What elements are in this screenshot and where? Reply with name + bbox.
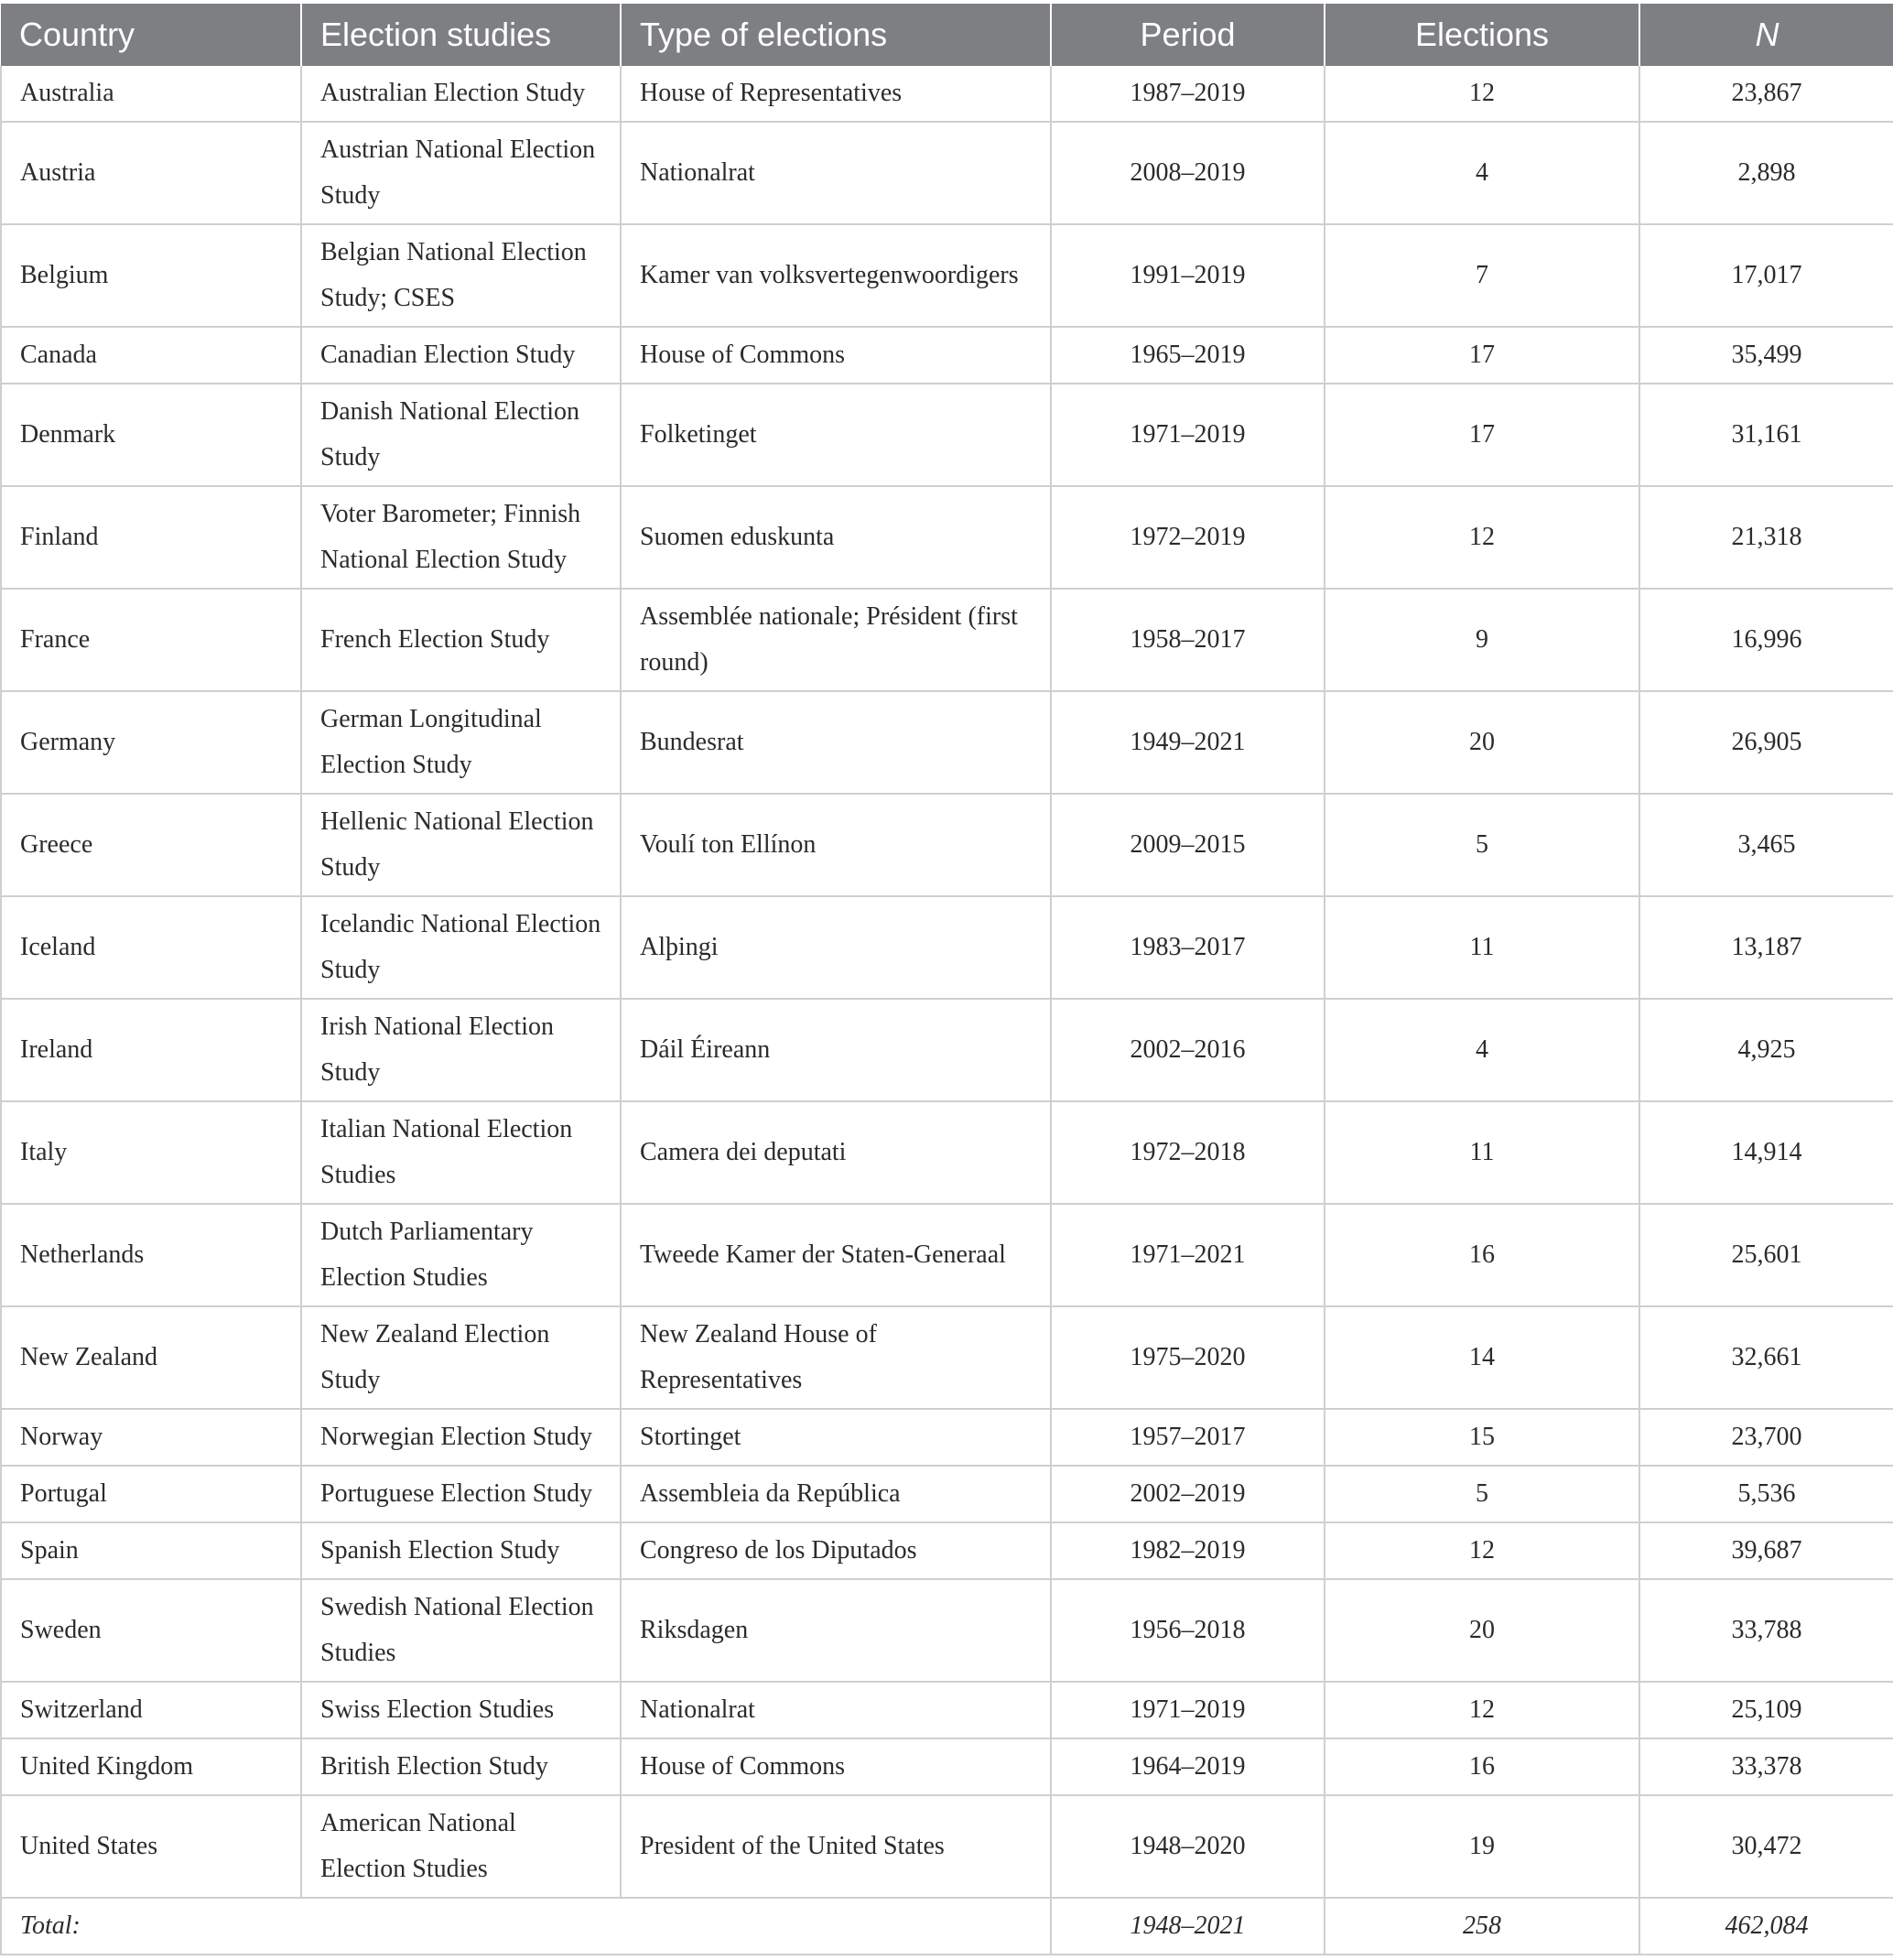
- total-label: Total:: [1, 1898, 1051, 1955]
- cell-election-study: Italian National Election Studies: [301, 1101, 621, 1204]
- cell-n: 39,687: [1639, 1522, 1893, 1579]
- total-elections: 258: [1325, 1898, 1639, 1955]
- cell-type-of-elections: New Zealand House of Representatives: [621, 1306, 1051, 1409]
- cell-n: 30,472: [1639, 1795, 1893, 1898]
- cell-elections: 4: [1325, 999, 1639, 1101]
- cell-n: 14,914: [1639, 1101, 1893, 1204]
- header-n: N: [1639, 4, 1893, 66]
- cell-type-of-elections: Assemblée nationale; Président (first round): [621, 589, 1051, 691]
- cell-period: 1975–2020: [1051, 1306, 1325, 1409]
- cell-election-study: Swedish National Election Studies: [301, 1579, 621, 1682]
- table-row: [1, 1579, 1893, 1682]
- table-row: [1, 66, 1893, 122]
- cell-election-study: Swiss Election Studies: [301, 1682, 621, 1738]
- cell-type-of-elections: Kamer van volksvertegenwoordigers: [621, 224, 1051, 327]
- cell-election-study: Belgian National Election Study; CSES: [301, 224, 621, 327]
- cell-country: Finland: [1, 486, 301, 589]
- cell-election-study: Danish National Election Study: [301, 384, 621, 486]
- cell-elections: 16: [1325, 1738, 1639, 1795]
- cell-n: 25,601: [1639, 1204, 1893, 1306]
- cell-n: 23,867: [1639, 66, 1893, 122]
- cell-n: 32,661: [1639, 1306, 1893, 1409]
- cell-elections: 5: [1325, 794, 1639, 896]
- cell-election-study: Canadian Election Study: [301, 327, 621, 384]
- cell-country: Ireland: [1, 999, 301, 1101]
- cell-election-study: Icelandic National Election Study: [301, 896, 621, 999]
- cell-type-of-elections: Nationalrat: [621, 122, 1051, 224]
- cell-elections: 20: [1325, 1579, 1639, 1682]
- cell-type-of-elections: Bundesrat: [621, 691, 1051, 794]
- cell-country: Germany: [1, 691, 301, 794]
- cell-n: 31,161: [1639, 384, 1893, 486]
- cell-election-study: Dutch Parliamentary Election Studies: [301, 1204, 621, 1306]
- cell-period: 1956–2018: [1051, 1579, 1325, 1682]
- cell-period: 1971–2021: [1051, 1204, 1325, 1306]
- cell-n: 25,109: [1639, 1682, 1893, 1738]
- cell-elections: 11: [1325, 896, 1639, 999]
- cell-election-study: British Election Study: [301, 1738, 621, 1795]
- cell-type-of-elections: House of Commons: [621, 327, 1051, 384]
- total-period: 1948–2021: [1051, 1898, 1325, 1955]
- cell-n: 2,898: [1639, 122, 1893, 224]
- cell-elections: 17: [1325, 384, 1639, 486]
- cell-n: 21,318: [1639, 486, 1893, 589]
- cell-type-of-elections: Assembleia da República: [621, 1466, 1051, 1522]
- table-row: [1, 122, 1893, 224]
- cell-period: 2002–2019: [1051, 1466, 1325, 1522]
- cell-type-of-elections: Dáil Éireann: [621, 999, 1051, 1101]
- header-period: Period: [1051, 4, 1325, 66]
- cell-n: 33,788: [1639, 1579, 1893, 1682]
- cell-period: 2009–2015: [1051, 794, 1325, 896]
- cell-elections: 19: [1325, 1795, 1639, 1898]
- cell-election-study: Austrian National Election Study: [301, 122, 621, 224]
- cell-election-study: Norwegian Election Study: [301, 1409, 621, 1466]
- cell-period: 1972–2018: [1051, 1101, 1325, 1204]
- cell-period: 1964–2019: [1051, 1738, 1325, 1795]
- cell-period: 1949–2021: [1051, 691, 1325, 794]
- table-row: [1, 896, 1893, 999]
- table-row: [1, 327, 1893, 384]
- cell-country: United Kingdom: [1, 1738, 301, 1795]
- cell-country: Austria: [1, 122, 301, 224]
- cell-type-of-elections: Stortinget: [621, 1409, 1051, 1466]
- cell-n: 16,996: [1639, 589, 1893, 691]
- table-row: [1, 384, 1893, 486]
- cell-period: 1983–2017: [1051, 896, 1325, 999]
- table-row: [1, 794, 1893, 896]
- header-elections: Elections: [1325, 4, 1639, 66]
- cell-type-of-elections: Tweede Kamer der Staten-Generaal: [621, 1204, 1051, 1306]
- cell-elections: 11: [1325, 1101, 1639, 1204]
- cell-country: Portugal: [1, 1466, 301, 1522]
- cell-period: 1948–2020: [1051, 1795, 1325, 1898]
- election-studies-table: [0, 4, 1893, 1955]
- cell-type-of-elections: Alþingi: [621, 896, 1051, 999]
- cell-country: Netherlands: [1, 1204, 301, 1306]
- cell-n: 35,499: [1639, 327, 1893, 384]
- cell-elections: 12: [1325, 1522, 1639, 1579]
- cell-n: 4,925: [1639, 999, 1893, 1101]
- cell-elections: 12: [1325, 1682, 1639, 1738]
- cell-country: Switzerland: [1, 1682, 301, 1738]
- cell-country: Spain: [1, 1522, 301, 1579]
- table-row: [1, 1795, 1893, 1898]
- cell-type-of-elections: Voulí ton Ellínon: [621, 794, 1051, 896]
- cell-country: Italy: [1, 1101, 301, 1204]
- cell-period: 1972–2019: [1051, 486, 1325, 589]
- cell-elections: 12: [1325, 66, 1639, 122]
- header-election-studies: Election studies: [301, 4, 621, 66]
- cell-period: 1982–2019: [1051, 1522, 1325, 1579]
- table-row: [1, 486, 1893, 589]
- header-row: [1, 4, 1893, 66]
- cell-period: 1991–2019: [1051, 224, 1325, 327]
- cell-elections: 15: [1325, 1409, 1639, 1466]
- cell-country: Belgium: [1, 224, 301, 327]
- table-row: [1, 1306, 1893, 1409]
- cell-country: Greece: [1, 794, 301, 896]
- cell-type-of-elections: Nationalrat: [621, 1682, 1051, 1738]
- cell-election-study: German Longitudinal Election Study: [301, 691, 621, 794]
- cell-country: Sweden: [1, 1579, 301, 1682]
- cell-elections: 16: [1325, 1204, 1639, 1306]
- cell-n: 5,536: [1639, 1466, 1893, 1522]
- cell-period: 1987–2019: [1051, 66, 1325, 122]
- cell-election-study: New Zealand Election Study: [301, 1306, 621, 1409]
- cell-election-study: Australian Election Study: [301, 66, 621, 122]
- table-row: [1, 589, 1893, 691]
- table-row: [1, 224, 1893, 327]
- cell-elections: 14: [1325, 1306, 1639, 1409]
- cell-election-study: Spanish Election Study: [301, 1522, 621, 1579]
- cell-n: 33,378: [1639, 1738, 1893, 1795]
- cell-type-of-elections: Congreso de los Diputados: [621, 1522, 1051, 1579]
- cell-elections: 7: [1325, 224, 1639, 327]
- table-row: [1, 999, 1893, 1101]
- cell-type-of-elections: Suomen eduskunta: [621, 486, 1051, 589]
- cell-type-of-elections: Folketinget: [621, 384, 1051, 486]
- total-n: 462,084: [1639, 1898, 1893, 1955]
- table-body: [1, 66, 1893, 1955]
- table-row: [1, 691, 1893, 794]
- cell-election-study: French Election Study: [301, 589, 621, 691]
- cell-type-of-elections: Riksdagen: [621, 1579, 1051, 1682]
- cell-period: 2002–2016: [1051, 999, 1325, 1101]
- total-row: [1, 1898, 1893, 1955]
- cell-type-of-elections: President of the United States: [621, 1795, 1051, 1898]
- cell-country: Denmark: [1, 384, 301, 486]
- cell-period: 1971–2019: [1051, 384, 1325, 486]
- cell-n: 23,700: [1639, 1409, 1893, 1466]
- cell-period: 2008–2019: [1051, 122, 1325, 224]
- cell-elections: 12: [1325, 486, 1639, 589]
- cell-elections: 17: [1325, 327, 1639, 384]
- cell-country: Canada: [1, 327, 301, 384]
- cell-type-of-elections: House of Representatives: [621, 66, 1051, 122]
- cell-elections: 5: [1325, 1466, 1639, 1522]
- table-row: [1, 1522, 1893, 1579]
- cell-period: 1958–2017: [1051, 589, 1325, 691]
- cell-elections: 9: [1325, 589, 1639, 691]
- cell-n: 3,465: [1639, 794, 1893, 896]
- cell-country: Australia: [1, 66, 301, 122]
- table-row: [1, 1409, 1893, 1466]
- cell-election-study: American National Election Studies: [301, 1795, 621, 1898]
- cell-country: France: [1, 589, 301, 691]
- cell-country: Iceland: [1, 896, 301, 999]
- cell-n: 13,187: [1639, 896, 1893, 999]
- cell-n: 17,017: [1639, 224, 1893, 327]
- cell-type-of-elections: House of Commons: [621, 1738, 1051, 1795]
- cell-country: New Zealand: [1, 1306, 301, 1409]
- table-row: [1, 1101, 1893, 1204]
- table-row: [1, 1466, 1893, 1522]
- cell-period: 1971–2019: [1051, 1682, 1325, 1738]
- table-row: [1, 1738, 1893, 1795]
- cell-country: United States: [1, 1795, 301, 1898]
- cell-period: 1965–2019: [1051, 327, 1325, 384]
- cell-elections: 20: [1325, 691, 1639, 794]
- table-row: [1, 1204, 1893, 1306]
- cell-period: 1957–2017: [1051, 1409, 1325, 1466]
- cell-election-study: Hellenic National Election Study: [301, 794, 621, 896]
- cell-election-study: Irish National Election Study: [301, 999, 621, 1101]
- cell-type-of-elections: Camera dei deputati: [621, 1101, 1051, 1204]
- header-country: Country: [1, 4, 301, 66]
- header-type-of-elections: Type of elections: [621, 4, 1051, 66]
- cell-country: Norway: [1, 1409, 301, 1466]
- table-row: [1, 1682, 1893, 1738]
- cell-election-study: Portuguese Election Study: [301, 1466, 621, 1522]
- cell-elections: 4: [1325, 122, 1639, 224]
- cell-election-study: Voter Barometer; Finnish National Election Study: [301, 486, 621, 589]
- cell-n: 26,905: [1639, 691, 1893, 794]
